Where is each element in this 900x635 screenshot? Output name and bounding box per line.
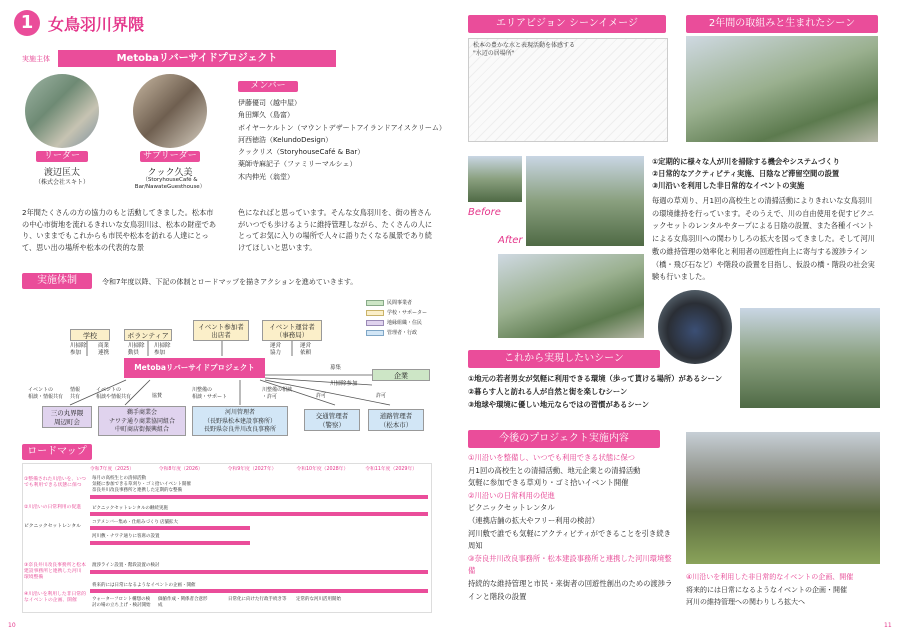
org-label: 運営 協力 [270,343,282,356]
org-box-event-operator: イベント運営者 （事務局） [262,320,322,341]
members-badge: メンバー [238,81,298,92]
roadmap-year: 令和9年度（2027年） [227,467,277,472]
plan-item-body: ピクニックセットレンタル （連携店舗の拡大やフリー利用の検討） 河川敷で誰でも気軽にアクティビティができることを引き続き周知 [468,503,671,551]
roadmap-task: ピクニックセットレンタルの継続実施 [92,506,168,511]
vision-caption: 松本の豊かな水と表現活動を体感する "水辺の居場所" [473,42,576,57]
org-label: 川掃除 動員 [128,343,145,356]
member-item: クックリス（StoryhouseCafé & Bar） [238,148,365,157]
legend-item: 管理者・行政 [387,330,418,336]
roadmap-row-label: ④川沿いを利用した非日常的なイベントの企画、開催 [24,592,86,603]
section-number-badge: 1 [14,10,40,36]
vision-sketch [468,38,668,142]
roadmap-year: 令和11年度（2029年） [365,467,418,472]
intro-text-col1: 2年間たくさんの方の協力のもと活動してきました。松本市の中心市街地を流れるきれいな女鳥羽川は、松本の財産であり、いままでもこれからも市民や松本を訪れる人達にとって、思い出の場所や松本の代表的な景 [22,208,217,252]
roadmap-row-label: ①整備された川沿いを、いつでも利用できる状態に保つ [24,477,86,488]
org-label: 川掃除参加 [330,381,358,387]
roadmap-task: 河川敷・ナワテ通りに客席の設置 [92,534,160,539]
roadmap-task: 価値作成・関係者合意形成 [158,597,208,608]
org-label: 許可 [316,393,327,399]
plan-item-head: ③奈良井川改良事務所・松本建設事務所と連携した河川環境整備 [468,553,672,576]
org-box-sannomaru: 三の丸界隈 周辺町会 [42,406,92,428]
roadmap-row-label: ②川沿いの日常利用の促進 [24,505,82,510]
project-name-banner: Metobaリバーサイドプロジェクト [58,50,336,67]
roadmap-year: 令和8年度（2026） [158,467,203,472]
future-item: ②暮らす人と訪れる人が自然と街を楽しむシーン [468,387,628,396]
photo-caption-body: 将来的には日常になるようなイベントの企画・開催 河川の維持管理への関わりしろ拡大へ [686,586,847,606]
future-header: これから実現したいシーン [468,350,660,368]
org-box-road-manager: 道路管理者 （松本市） [368,409,424,431]
roadmap-task: ウォーターフロント構想の検討の場の立ち上げ・検討開始 [92,597,151,608]
before-photo-2 [526,156,644,246]
org-label: 情報 共有 [70,387,81,400]
roadmap-row-label: ③奈良井川改良事務所と松本建設事務所と連携した河川環境整備 [24,563,86,580]
org-label: 許可 [376,393,387,399]
achievement-item: ③川沿いを利用した非日常的なイベントの実施 [652,181,805,190]
roadmap-year: 令和7年度（2025） [90,467,135,472]
org-label: 川整備の相談 ・許可 [262,387,293,400]
member-item: ボイヤーケルトン（マウントデザートアイランドアイスクリーム） [238,123,446,132]
roadmap-task: コアメンバー集め・仕組みづくり [92,520,159,525]
legend-item: 学校・サポーター [387,310,428,316]
roadmap-year: 令和10年度（2028年） [296,467,349,472]
structure-description: 令和7年度以降、下記の体制とロードマップを描きアクションを進めていきます。 [102,278,358,286]
event-photo-crowd [658,290,732,364]
future-item: ③地球や環境に優しい地元ならではの習慣があるシーン [468,400,650,409]
structure-label: 実施体制 [22,273,92,289]
roadmap-bar [90,526,250,530]
achievement-item: ②日常的なアクティビティ実施、日陰など滞留空間の設置 [652,169,840,178]
future-item: ①地元の若者男女が気軽に利用できる環境（歩って貰ける場所）があるシーン [468,374,723,383]
subleader-role-badge: サブリーダー [140,151,200,162]
subleader-org: （StoryhouseCafé & Bar/NawateGuesthouse） [134,177,206,190]
org-box-merchants: 鵜手商業会 ナワテ通り商業協同組合 中町商店街振興組合 [98,406,186,436]
after-photo [498,254,644,338]
roadmap-bar [90,495,428,499]
member-item: 角田輝久（島富） [238,111,294,120]
roadmap-task: 日常化に向けた行政手続き等 [228,597,287,602]
leader-name: 渡辺匡太 [43,168,80,178]
leader-role-badge: リーダー [36,151,88,162]
member-item: 伊藤優司（越中屋） [238,99,301,107]
roadmap-task: 定常的な河川活用開始 [296,597,341,602]
org-box-event-participant: イベント参加者 出店者 [193,320,249,341]
roadmap-bar [90,541,250,545]
org-box-volunteer: ボランティア [124,329,172,341]
roadmap-bar [90,570,428,574]
page-number-right: 11 [884,622,892,629]
leader-org: （株式会社スキト） [34,179,89,186]
org-label: 商業 連携 [98,343,110,356]
org-label: 運営 依頼 [300,343,312,356]
roadmap-row-label: ピクニックセットレンタル [24,524,81,529]
org-label: 川整備の 相談・サポート [192,387,228,400]
roadmap-task: 将来的には日常になるようなイベントの企画・開催 [92,583,196,588]
roadmap-label: ロードマップ [22,444,92,460]
page-title: 女鳥羽川界隈 [48,15,145,34]
future-list [468,372,738,411]
intro-text-col2: 色になればと思っています。そんな女鳥羽川を、街の皆さんがいつでも歩けるように維持管理しながら、たくさんの人にとってお気に入りの場所で人々に語りたくなる風景であり続けてほしいと思います。 [238,208,433,252]
achievement-description: 毎週の草刈り、月1回の高校生との清掃活動によりきれいな女鳥羽川の環境維持を行っています。そのうえで、川の自由使用を促すピクニックセットのレンタルやタープによる日陰の設置、また各種イベントによる女鳥羽川への関わりしろの拡大を図ってきました。そして河川敷の維持管理の効率化と利用者の回遊性向上に寄与する渡渉ライン（橋・飛び石など）や階段の設置を目指し、仮設の橋・階段の社会実験も行いました。 [652,196,875,282]
org-box-company: 企業 [372,369,430,381]
right-page [450,0,900,635]
member-item: 河西徳浩（KelundoDesign） [238,135,333,144]
plan-item-head: ②川沿いの日常利用の促進 [468,490,555,500]
implementer-label: 実施主体 [22,55,50,63]
member-item: 薬師寺麻記子（ファミリーマルシェ） [238,160,357,169]
roadmap-bar [90,512,428,516]
legend-item: 民間事業者 [387,300,413,306]
achievement-item: ①定期的に様々な人が川を掃除する機会やシステムづくり [652,157,840,166]
plan-header: 今後のプロジェクト実施内容 [468,430,660,448]
plan-item-body: 月1回の高校生との清掃活動、地元企業との清掃活動 気軽に参加できる草刈り・ゴミ拾いイベント開催 [468,465,641,488]
org-box-school: 学校 [70,329,110,341]
plan-item-body: 持続的な維持管理と市民・来街者の回遊性創出のための渡渉ラインと階段の設置 [468,578,673,601]
photo-caption-head: ④川沿いを利用した非日常的なイベントの企画、開催 [686,573,854,581]
org-label: 募集 [330,365,342,371]
event-photo-bridge [740,308,880,408]
after-label: After [498,235,523,246]
subleader-name: クック久美 [147,168,193,178]
roadmap-task: 奈良井川改良事務所と連携した定期的な整備 [92,488,182,493]
scene-photo-main [686,36,878,142]
org-box-center: Metobaリバーサイドプロジェクト [124,358,265,378]
page-number-left: 10 [8,622,16,629]
roadmap-year-header [88,465,432,475]
org-label: 川掃除 参加 [154,343,171,356]
roadmap-task: 店舗拡大 [160,520,178,525]
achievements-list [652,156,880,192]
vision-header: エリアビジョン シーンイメージ [468,15,666,33]
roadmap-bar [90,589,428,593]
roadmap-task: 毎月の高校生との清掃活動 [92,476,146,481]
roadmap-task: 気軽に参加できる草刈り・ゴミ拾いイベント開催 [92,482,191,487]
org-box-river-manager: 河川管理者 （長野県松本建設事務所） 長野県奈良井川改良事務所 [192,406,288,436]
org-label: 川掃除 参加 [70,343,87,356]
member-item: 木内伸光（翁堂） [238,172,294,181]
scene-header: 2年間の取組みと生まれたシーン [686,15,878,33]
plan-item-head: ①川沿いを整備し、いつでも利用できる状態に保つ [468,453,636,462]
org-label: 協賛 [152,393,163,399]
before-label: Before [468,207,501,218]
legend-item: 地縁組織・住民 [387,320,423,326]
roadmap-task: 渡渉ライン設置・階段設置の検討 [92,563,160,568]
org-box-traffic-manager: 交通管理者 （警察） [304,409,360,431]
before-photo-1 [468,156,522,202]
org-label: イベントの 相談・情報共有 [28,387,64,400]
org-label: イベントの 相談や情報共有 [96,387,132,400]
plan-list [468,452,674,603]
picnic-photo [686,432,880,564]
